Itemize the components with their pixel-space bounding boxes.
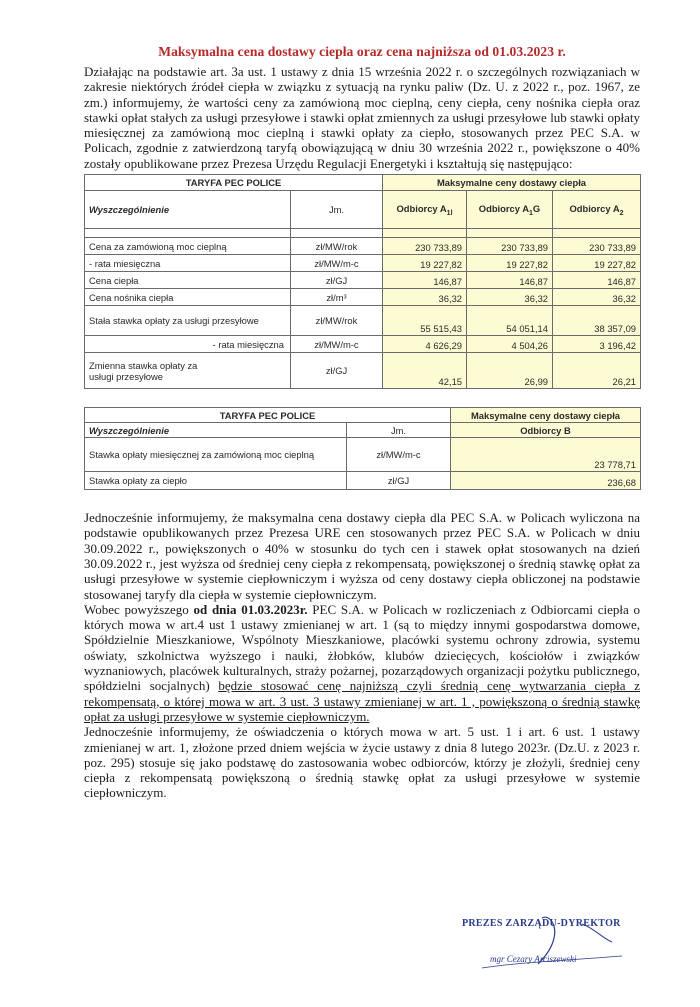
- intro-paragraph: Działając na podstawie art. 3a ust. 1 ustawy z dnia 15 września 2022 r. o szczególnych rozwiązaniach w zakresie niektórych źródeł ciepła w związku z sytuacją na rynku paliw (Dz. U. z 2022 r., poz. 1967, ze zm.) informujemy, że wartości ceny za zamówioną moc cieplną, ceny ciepła, ceny nośnika ciepła oraz stawki opłat stałych za usługi przesyłowe i stawki opłat zmiennych za usługi przesyłowe lub stawki opłaty miesięcznej za zamówioną moc cieplną i stawki opłaty za ciepło, stosowanych przez PEC S.A. w Policach, zgodnie z zatwierdzoną taryfą obowiązującą w dniu 30 września 2022 r., powiększone o 40% zostały opublikowane przez Prezesa Urzędu Regulacji Energetyki i kształtują się następująco:: [84, 64, 640, 171]
- table-row: Stawka opłaty za ciepło zł/GJ 236,68: [85, 472, 641, 490]
- table-row: Cena nośnika ciepła zł/m³ 36,32 36,32 36,32: [85, 289, 641, 306]
- tariff-table-b: [84, 407, 641, 490]
- column-header-b: Odbiorcy B: [451, 423, 641, 438]
- column-header-a1g: Odbiorcy $A_1G$: [467, 191, 553, 229]
- column-header-spec: Wyszczególnienie: [85, 191, 291, 229]
- table-row: Stała stawka opłaty za usługi przesyłowe zł/MW/rok 55 515,43 54 051,14 38 357,09: [85, 306, 641, 336]
- underlined-decision: będzie stosować cenę najniższą czyli średnią cenę wytwarzania ciepła z rekompensatą, o której mowa w art. 3 ust. 3 ustawy zmienianej w art. 1 , powiększoną o średnią stawkę opłat za usługi przesyłowe w systemie ciepłowniczym.: [84, 678, 640, 724]
- column-header-unit: Jm.: [291, 191, 383, 229]
- info-paragraph-declarations: Jednocześnie informujemy, że oświadczenia o których mowa w art. 5 ust. 1 i art. 6 ust. 1 ustawy zmienianej w art. 1, złożone przed dniem wejścia w życie ustawy z dnia 8 lutego 2023r. (Dz.U. z 2023 r. poz. 295) stosuje się jako podstawę do zastosowania wobec odbiorców, którzy je złożyli, średniej ceny ciepła z rekompensatą powiększoną o średnią stawkę opłat za usługi przesyłowe w systemie ciepłowniczym.: [84, 724, 640, 801]
- column-header-unit: Jm.: [347, 423, 451, 438]
- table-row: - rata miesięczna zł/MW/m-c 19 227,82 19 227,82 19 227,82: [85, 255, 641, 272]
- table-row: Stawka opłaty miesięcznej za zamówioną moc cieplną zł/MW/m-c 23 778,71: [85, 438, 641, 472]
- info-paragraph-lowest-price: Wobec powyższego od dnia 01.03.2023r. PEC S.A. w Policach w rozliczeniach z Odbiorcami ciepła o których mowa w art.4 ust 1 ustawy zmienianej w art. 1 (są to między innymi gospodarstwa domowe, Spółdzielnie Mieszkaniowe, Wspólnoty Mieszkaniowe, placówki systemu ochrony zdrowia, systemu oświaty, szkolnictwa wyższego i nauki, żłobków, klubów dziecięcych, kościołów i związków wyznaniowych, placówek kulturalnych, straży pożarnej, pozarządowych organizacji pożytku publicznego, spółdzielni socjalnych) będzie stosować cenę najniższą czyli średnią cenę wytwarzania ciepła z rekompensatą, o której mowa w art. 3 ust. 3 ustawy zmienianej w art. 1 , powiększoną o średnią stawkę opłat za usługi przesyłowe w systemie ciepłowniczym.: [84, 601, 640, 724]
- max-prices-header: Maksymalne ceny dostawy ciepła: [451, 408, 641, 423]
- table-row: Cena ciepła zł/GJ 146,87 146,87 146,87: [85, 272, 641, 289]
- table-row: Cena za zamówioną moc cieplną zł/MW/rok 230 733,89 230 733,89 230 733,89: [85, 238, 641, 255]
- signature-stamp: [462, 916, 642, 976]
- info-paragraph-max-price: Jednocześnie informujemy, że maksymalna cena dostawy ciepła dla PEC S.A. w Policach wyliczona na podstawie opublikowanych przez Prezesa URE cen stosowanych przez PEC S.A. w Policach w dniu 30.09.2022 r., powiększonych o 40% w stosunku do tych cen i stawek opłat stosowanych na dzień 30.09.2022 r., jest wyższa od średniej ceny ciepła z rekompensatą, powiększonej o średnią stawkę opłat za usługi przesyłowe w systemie ciepłowniczym i wyższa od ceny dostawy ciepła obliczonej na podstawie stosowanej taryfy dla ciepła w systemie ciepłowniczym.: [84, 510, 640, 602]
- table-row: Zmienna stawka opłaty za usługi przesyłowe zł/GJ 42,15 26,99 26,21: [85, 353, 641, 389]
- tariff-header: TARYFA PEC POLICE: [85, 175, 383, 191]
- signature-title: PREZES ZARZĄDU-DYREKTOR: [462, 918, 621, 929]
- document-page: [84, 44, 640, 801]
- column-header-a1: Odbiorcy $A_{1l}$: [383, 191, 467, 229]
- column-header-a2: Odbiorcy $A_2$: [553, 191, 641, 229]
- document-title: Maksymalna cena dostawy ciepła oraz cena najniższa od 01.03.2023 r.: [158, 44, 566, 59]
- column-header-spec: Wyszczególnienie: [85, 423, 347, 438]
- max-prices-header: Maksymalne ceny dostawy ciepła: [383, 175, 641, 191]
- tariff-table-a: [84, 174, 641, 389]
- signature-name: mgr Cezary Arciszewski: [490, 954, 577, 964]
- tariff-header: TARYFA PEC POLICE: [85, 408, 451, 423]
- table-row: - rata miesięczna zł/MW/m-c 4 626,29 4 504,26 3 196,42: [85, 336, 641, 353]
